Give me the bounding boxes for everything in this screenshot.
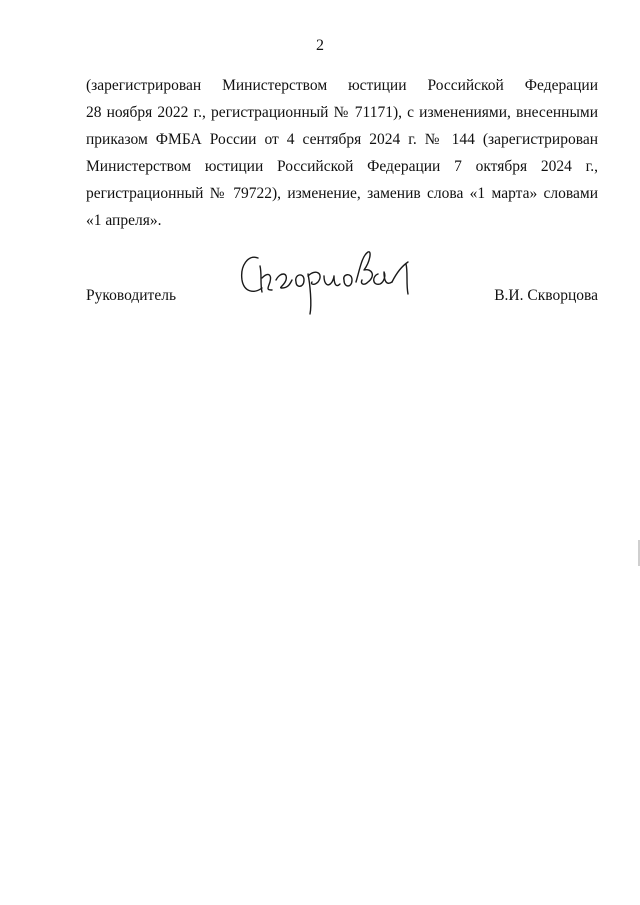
signer-name: В.И. Скворцова <box>494 287 598 304</box>
page-number: 2 <box>316 37 324 54</box>
body-line: регистрационный № 79722), изменение, заменив слова «1 марта» словами <box>86 185 598 202</box>
signature-block <box>86 284 598 308</box>
body-line: «1 апреля». <box>86 212 162 229</box>
body-paragraph <box>86 72 598 234</box>
body-line: Министерством юстиции Российской Федерации 7 октября 2024 г., <box>86 158 598 175</box>
body-line: (зарегистрирован Министерством юстиции Российской Федерации <box>86 77 598 94</box>
signer-title: Руководитель <box>86 287 177 304</box>
body-line: приказом ФМБА России от 4 сентября 2024 г. № 144 (зарегистрирован <box>86 131 598 148</box>
body-line: 28 ноября 2022 г., регистрационный № 71171), с изменениями, внесенными <box>86 104 598 121</box>
